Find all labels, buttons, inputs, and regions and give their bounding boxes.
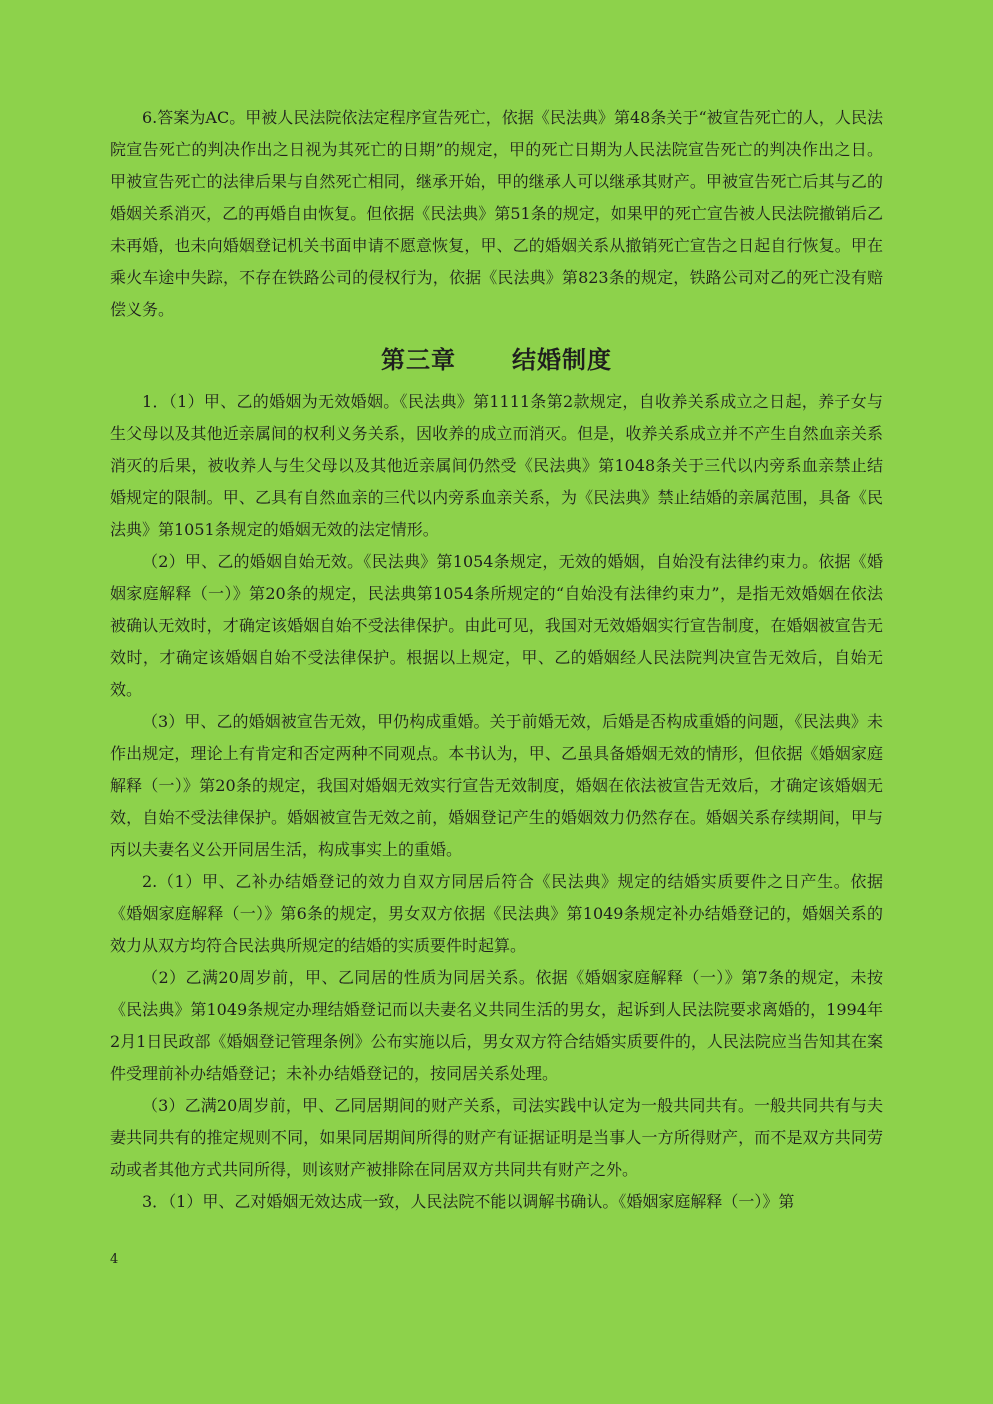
paragraph-q1-1: 1．（1）甲、乙的婚姻为无效婚姻。《民法典》第1111条第2款规定，自收养关系成立之日起，养子女与生父母以及其他近亲属间的权利义务关系，因收养的成立而消灭。但是，收养关系成立并不产生自然血亲关系消灭的后果，被收养人与生父母以及其他近亲属间仍然受《民法典》第1048条关于三代以内旁系血亲禁止结婚规定的限制。甲、乙具有自然血亲的三代以内旁系血亲关系，为《民法典》禁止结婚的亲属范围，具备《民法典》第1051条规定的婚姻无效的法定情形。 — [110, 392, 883, 539]
chapter-title: 结婚制度 — [512, 346, 612, 374]
paragraph-q2-3: （3）乙满20周岁前，甲、乙同居期间的财产关系，司法实践中认定为一般共同共有。一般共同共有与夫妻共同共有的推定规则不同，如果同居期间所得的财产有证据证明是当事人一方所得财产，而不是双方共同劳动或者其他方式共同所得，则该财产被排除在同居双方共同共有财产之外。 — [110, 1096, 883, 1179]
paragraph-q2-1: 2.（1）甲、乙补办结婚登记的效力自双方同居后符合《民法典》规定的结婚实质要件之日产生。依据《婚姻家庭解释（一）》第6条的规定，男女双方依据《民法典》第1049条规定补办结婚登记的，婚姻关系的效力从双方均符合民法典所规定的结婚的实质要件时起算。 — [110, 872, 883, 955]
chapter-heading — [110, 340, 883, 380]
paragraph-q3-1: 3．（1）甲、乙对婚姻无效达成一致，人民法院不能以调解书确认。《婚姻家庭解释（一）》第 — [142, 1192, 795, 1211]
paragraph-q1-3: （3）甲、乙的婚姻被宣告无效，甲仍构成重婚。关于前婚无效，后婚是否构成重婚的问题，《民法典》未作出规定，理论上有肯定和否定两种不同观点。本书认为，甲、乙虽具备婚姻无效的情形，但依据《婚姻家庭解释（一）》第20条的规定，我国对婚姻无效实行宣告无效制度，婚姻在依法被宣告无效后，才确定该婚姻无效，自始不受法律保护。婚姻被宣告无效之前，婚姻登记产生的婚姻效力仍然存在。婚姻关系存续期间，甲与丙以夫妻名义公开同居生活，构成事实上的重婚。 — [110, 712, 883, 859]
paragraph-q1-2: （2）甲、乙的婚姻自始无效。《民法典》第1054条规定，无效的婚姻，自始没有法律约束力。依据《婚姻家庭解释（一）》第20条的规定，民法典第1054条所规定的“自始没有法律约束力”，是指无效婚姻在依法被确认无效时，才确定该婚姻自始不受法律保护。由此可见，我国对无效婚姻实行宣告制度，在婚姻被宣告无效时，才确定该婚姻自始不受法律保护。根据以上规定，甲、乙的婚姻经人民法院判决宣告无效后，自始无效。 — [110, 552, 883, 699]
paragraph-answer-6: 6.答案为AC。甲被人民法院依法定程序宣告死亡，依据《民法典》第48条关于“被宣告死亡的人，人民法院宣告死亡的判决作出之日视为其死亡的日期”的规定，甲的死亡日期为人民法院宣告死亡的判决作出之日。甲被宣告死亡的法律后果与自然死亡相同，继承开始，甲的继承人可以继承其财产。甲被宣告死亡后其与乙的婚姻关系消灭，乙的再婚自由恢复。但依据《民法典》第51条的规定，如果甲的死亡宣告被人民法院撤销后乙未再婚，也未向婚姻登记机关书面申请不愿意恢复，甲、乙的婚姻关系从撤销死亡宣告之日起自行恢复。甲在乘火车途中失踪，不存在铁路公司的侵权行为，依据《民法典》第823条的规定，铁路公司对乙的死亡没有赔偿义务。 — [110, 108, 883, 319]
page-number: 4 — [110, 1252, 119, 1267]
document-page — [110, 102, 883, 1218]
paragraph-q2-2: （2）乙满20周岁前，甲、乙同居的性质为同居关系。依据《婚姻家庭解释（一）》第7条的规定，未按《民法典》第1049条规定办理结婚登记而以夫妻名义共同生活的男女，起诉到人民法院要求离婚的，1994年2月1日民政部《婚姻登记管理条例》公布实施以后，男女双方符合结婚实质要件的，人民法院应当告知其在案件受理前补办结婚登记；未补办结婚登记的，按同居关系处理。 — [110, 968, 883, 1083]
chapter-number: 第三章 — [381, 346, 456, 374]
